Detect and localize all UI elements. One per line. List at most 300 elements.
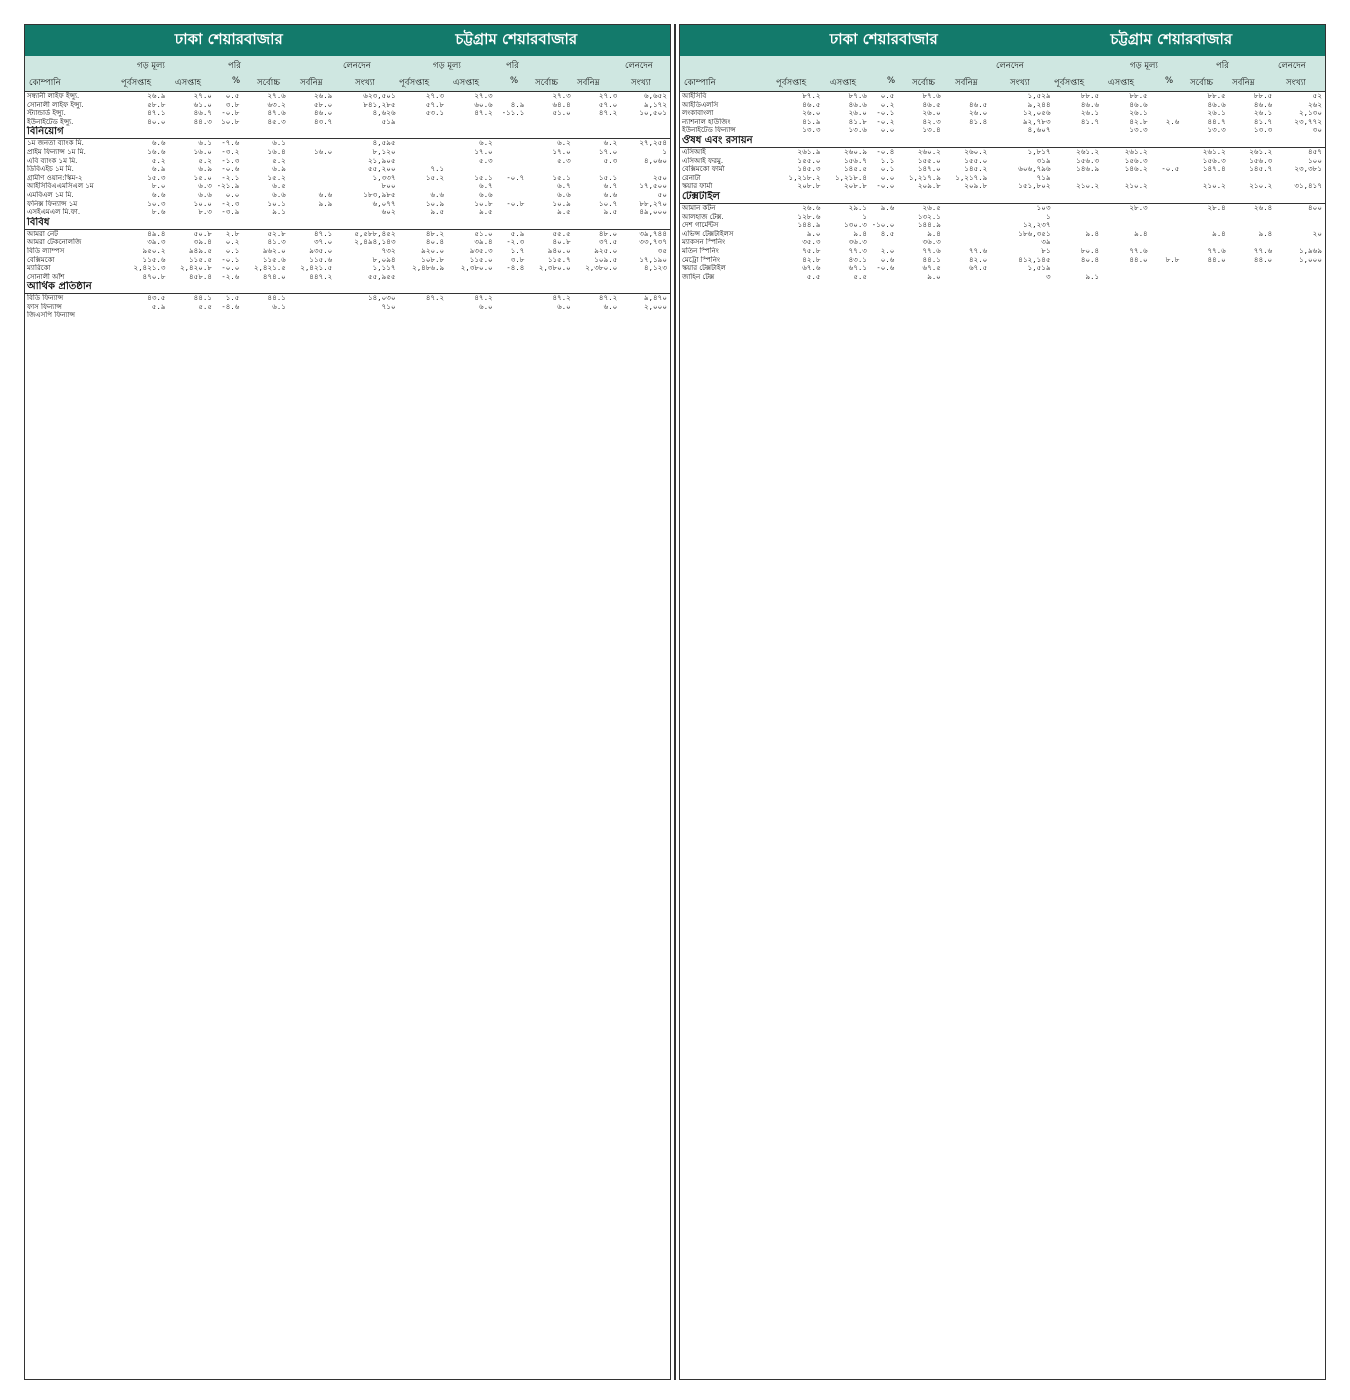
section-title: আর্থিক প্রতিষ্ঠান: [25, 281, 670, 294]
stock-value: ১৫৬.৩: [1249, 156, 1273, 165]
stock-value: ২৬০.২: [964, 147, 988, 156]
stock-value: ১৫.৩: [147, 173, 166, 182]
stock-value: [399, 148, 448, 157]
stock-value: ১১৫.৭: [547, 255, 571, 264]
col-trade: লেনদেন: [343, 61, 371, 71]
stock-value: [496, 92, 528, 101]
stock-value: [289, 165, 335, 174]
stock-value: ৫,৫৮৮,৪৫২: [354, 229, 396, 238]
stock-value: ১৩.৪: [922, 126, 941, 135]
stock-row: [25, 238, 670, 247]
stock-value: ৪৪.১: [193, 293, 212, 303]
stock-value: ১,৫২৯: [1027, 92, 1051, 100]
stock-value: ১১৫.৬: [309, 255, 333, 264]
stock-value: ৪৪.০: [1253, 255, 1273, 264]
stock-value: ২০: [1312, 229, 1322, 238]
stock-row: [25, 273, 670, 282]
col-company: কোম্পানি: [29, 78, 61, 88]
stock-value: ১: [862, 212, 867, 221]
stock-value: ২৩,৭৭২: [1294, 117, 1322, 126]
stock-value: ২৭.৩: [425, 92, 445, 100]
stock-value: ১০০: [1307, 156, 1322, 165]
stock-value: ১১৫.৬: [262, 255, 286, 264]
col-prev: পূর্বসপ্তাহ: [121, 78, 152, 88]
stock-value: ৯,২৪৪: [1027, 100, 1051, 109]
stock-value: ৮,০৯৪: [372, 255, 396, 264]
col-count-r: সংখ্যা: [1010, 78, 1030, 88]
stock-value: ২০৮.৮: [797, 182, 821, 191]
stock-value: [496, 118, 528, 127]
stock-value: ১৫.২: [267, 173, 286, 182]
stock-value: ১.৭: [510, 246, 525, 255]
stock-row: [680, 118, 1325, 127]
stock-value: ৪,৬০৭: [1027, 126, 1051, 135]
right-table: [680, 92, 1325, 281]
stock-value: [1275, 213, 1325, 222]
stock-value: ৫১.০: [552, 109, 571, 118]
stock-value: ৬৭.৬: [802, 264, 821, 273]
stock-value: -০.০: [221, 264, 240, 273]
stock-value: ১৮৩,৯৮৫: [363, 190, 396, 199]
stock-row: [25, 182, 670, 191]
stock-value: ৪৯.৪: [147, 229, 166, 238]
stock-value: ৩৭.৫: [598, 238, 618, 247]
stock-value: -১০.০: [871, 221, 895, 230]
left-header-bar: [25, 25, 670, 56]
stock-value: ৯.১: [1085, 272, 1100, 281]
stock-value: ০.৫: [225, 92, 240, 100]
company-name: লংকাবাংলা: [682, 109, 714, 118]
stock-value: [1151, 182, 1183, 191]
stock-value: ৪১.৪: [968, 117, 988, 126]
stock-value: ৬.৬: [198, 190, 212, 199]
stock-value: ৪৪.৩: [193, 117, 212, 126]
stock-value: ১৭.০: [552, 147, 571, 156]
stock-value: ৪,৫৯৫: [372, 138, 396, 148]
stock-value: ৯৬২.০: [262, 246, 286, 255]
stock-value: ৬৭.৫: [968, 264, 988, 273]
stock-value: ১২,০৫৬: [1022, 109, 1051, 118]
col-pct: %: [232, 76, 241, 86]
col-avg-r: গড় মূল্য: [1130, 61, 1158, 71]
stock-value: [496, 139, 528, 148]
stock-row: [680, 264, 1325, 273]
company-name: এসিআই: [682, 147, 706, 156]
company-name: এবি ব্যাংক ১ম মি.: [27, 156, 78, 165]
stock-value: ৭৩২: [381, 246, 396, 255]
col-pct-r: %: [887, 76, 896, 86]
stock-value: ৯.৯: [318, 199, 333, 208]
stock-value: ৯.৪: [927, 229, 941, 238]
stock-value: ১৬.০: [193, 147, 212, 156]
stock-value: [496, 157, 528, 166]
ctg-title: চট্টগ্রাম শেয়ারবাজার: [455, 30, 578, 48]
stock-value: ৫.৩: [557, 156, 571, 165]
stock-value: [574, 273, 620, 282]
stock-row: [680, 101, 1325, 110]
company-name: ডিবিএইচ ১ম মি.: [27, 165, 74, 174]
stock-value: [1151, 101, 1183, 110]
col-avg-ctg: গড় মূল্য: [433, 61, 461, 71]
col-change-r: পরি: [1216, 61, 1229, 71]
col-change: পরি: [228, 61, 241, 71]
stock-value: ২৭.৩: [552, 92, 571, 100]
stock-value: [1182, 174, 1228, 183]
stock-value: [335, 311, 398, 320]
stock-value: ৯৫০.২: [142, 246, 166, 255]
stock-value: [1229, 174, 1275, 183]
stock-value: ৬৭.৫: [922, 264, 941, 273]
stock-value: -৩.৯: [221, 208, 240, 217]
stock-row: [25, 256, 670, 265]
stock-value: [1151, 230, 1183, 239]
stock-row: [25, 229, 670, 238]
col-count-ctg: সংখ্যা: [631, 78, 651, 88]
stock-value: ৫১৯: [381, 117, 396, 126]
stock-value: ১৪৫.৭: [1249, 165, 1273, 174]
stock-value: ৯.১: [272, 208, 286, 217]
stock-value: ১৫.১: [598, 173, 618, 182]
stock-row: [25, 165, 670, 174]
stock-value: [496, 182, 528, 191]
stock-row: [680, 238, 1325, 247]
stock-row: [25, 139, 670, 148]
stock-value: ৪৭.১: [313, 229, 333, 238]
stock-value: ২০৯.৮: [964, 182, 988, 191]
col-prev-ctg-r: পূর্বসপ্তাহ: [1054, 78, 1085, 88]
stock-value: [289, 294, 335, 303]
stock-value: ৬.১: [198, 138, 212, 148]
stock-value: [1151, 92, 1183, 101]
stock-value: [620, 311, 670, 320]
stock-value: ৪৭.২: [425, 293, 445, 303]
stock-value: ৩৯: [1041, 238, 1051, 247]
company-name: বেক্সিমকো: [27, 255, 55, 264]
stock-value: ৬.১: [272, 302, 286, 311]
stock-value: ৬.৫: [272, 182, 286, 191]
stock-row: [25, 264, 670, 273]
stock-value: ০.৬: [880, 255, 895, 264]
stock-value: -০.১: [221, 255, 240, 264]
stock-value: ৬.০: [479, 302, 493, 311]
stock-value: ১,২১৮.২: [788, 173, 821, 182]
stock-value: [1054, 213, 1103, 222]
stock-value: [1151, 264, 1183, 273]
stock-value: ৭১০: [381, 302, 396, 311]
stock-value: [496, 294, 528, 303]
stock-value: ১০৩: [1036, 203, 1051, 212]
stock-value: ২৮.৪: [1207, 203, 1226, 212]
stock-value: [574, 118, 620, 127]
stock-value: ১২,২৩৭: [1022, 221, 1051, 230]
stock-value: [1229, 213, 1275, 222]
stock-value: ১৫.০: [193, 173, 212, 182]
stock-value: ২৭,২৫৪: [639, 138, 667, 148]
stock-value: ১৫১,৮০২: [1018, 182, 1051, 191]
company-name: মেট্রো স্পিনিং: [682, 255, 720, 264]
col-count-ctg-r: সংখ্যা: [1286, 78, 1306, 88]
stock-value: ৬.০: [603, 302, 618, 311]
stock-value: ৪৬.৬: [1080, 100, 1100, 109]
stock-value: ৫.২: [198, 156, 212, 165]
stock-value: ২,৪২১.৫: [300, 264, 333, 273]
stock-value: [574, 165, 620, 174]
stock-value: ১৭,১৯০: [639, 255, 667, 264]
stock-value: [1151, 147, 1183, 156]
stock-value: [242, 311, 288, 320]
stock-value: -৩.২: [221, 147, 240, 156]
stock-row: [25, 200, 670, 209]
stock-value: ৪৩.১: [848, 255, 867, 264]
stock-value: ১০,৫০১: [639, 109, 667, 118]
stock-value: ৩৯,৭৪৪: [639, 229, 667, 238]
stock-value: ৬.১: [272, 138, 286, 148]
stock-value: ১: [662, 147, 667, 156]
stock-value: ৯.৪: [1134, 229, 1148, 238]
stock-value: ২,৪২১.৫: [253, 264, 286, 273]
company-name: প্রাইম ফিন্যান্স ১ম মি.: [27, 147, 86, 156]
stock-value: ৫.৩: [603, 156, 618, 165]
company-name: ন্যাশনাল হাউজিং: [682, 117, 731, 126]
stock-value: [1229, 238, 1275, 247]
stock-row: [25, 118, 670, 127]
stock-row: [25, 174, 670, 183]
stock-value: ৯,৪৭০: [643, 293, 667, 303]
left-panel: [24, 24, 671, 1380]
stock-value: -০.৪: [876, 147, 895, 156]
stock-value: ৬৪.৪: [552, 100, 571, 109]
stock-value: ৪৬.৬: [848, 100, 867, 109]
stock-value: ৫৫,২০০: [367, 165, 396, 174]
stock-value: ১৫.১: [552, 173, 571, 182]
stock-value: ৮০০: [381, 182, 396, 191]
stock-row: [680, 92, 1325, 101]
stock-value: ২৭.৩: [474, 92, 493, 100]
stock-value: ২৬.১: [1207, 109, 1226, 118]
stock-value: -৪.৬: [221, 302, 240, 311]
stock-value: ০.১: [880, 165, 895, 174]
stock-value: ২৬২: [1307, 100, 1322, 109]
stock-value: ৮৮,২৭০: [639, 199, 667, 208]
stock-value: [1102, 264, 1151, 273]
stock-value: [870, 238, 897, 247]
stock-value: ১৬.০: [313, 147, 333, 156]
stock-value: ৪৫৮.৪: [189, 272, 212, 281]
stock-value: [289, 157, 335, 166]
stock-value: [215, 311, 242, 320]
stock-value: ৪.৫: [880, 229, 895, 238]
center-divider: [671, 24, 679, 1380]
stock-value: ৭৭.৬: [1129, 246, 1148, 255]
stock-value: ৪৭.২: [598, 293, 618, 303]
stock-value: ১৫.১: [474, 173, 493, 182]
stock-value: [1054, 264, 1103, 273]
stock-value: ৬.৬: [479, 190, 493, 199]
stock-row: [680, 221, 1325, 230]
stock-value: ২১০.২: [1202, 182, 1226, 191]
stock-row: [25, 208, 670, 217]
stock-value: [399, 273, 448, 282]
stock-value: [1102, 174, 1151, 183]
stock-value: ৮৪১,২৮৫: [363, 100, 396, 109]
stock-row: [680, 230, 1325, 239]
stock-value: ১৫৫.০: [917, 156, 941, 165]
stock-value: [1275, 264, 1325, 273]
col-low: সর্বনিম্ন: [300, 78, 323, 88]
stock-value: ২,৪২০.৮: [179, 264, 212, 273]
stock-value: ২৬.০: [802, 109, 821, 118]
stock-value: [169, 311, 215, 320]
company-name: এমবিএল ১ম মি.: [27, 190, 74, 199]
stock-value: ৪০.৮: [552, 238, 571, 247]
stock-value: ৪৭৪.০: [262, 272, 286, 281]
stock-value: ৪৬.০: [313, 109, 333, 118]
stock-value: [496, 311, 528, 320]
stock-value: ৬.৯: [151, 165, 166, 174]
dhaka-title-right: ঢাকা শেয়ারবাজার: [829, 30, 938, 48]
stock-row: [25, 101, 670, 110]
stock-value: ৪৭০.৮: [142, 272, 166, 281]
stock-value: ১০.১: [267, 199, 286, 208]
stock-value: ৪৪.১: [267, 293, 286, 303]
stock-value: ৯.৫: [479, 208, 493, 217]
stock-value: ৪.৯: [510, 100, 525, 109]
stock-value: ৩৬.৩: [848, 238, 867, 247]
stock-value: ৮.৮: [1165, 255, 1180, 264]
stock-value: ৪৭.২: [598, 109, 618, 118]
stock-value: ১০.৭: [598, 199, 618, 208]
stock-value: ৪,১২৩: [643, 264, 667, 273]
stock-value: [1182, 213, 1228, 222]
stock-value: [1102, 238, 1151, 247]
stock-value: ১১৫.৫: [189, 255, 212, 264]
right-panel: [679, 24, 1326, 1380]
stock-value: -০.৮: [221, 109, 240, 118]
stock-value: [944, 203, 990, 212]
stock-value: ৭.১: [430, 165, 445, 174]
stock-value: ৫.৫: [853, 272, 867, 281]
stock-row: [680, 109, 1325, 118]
company-name: আইডিএলসি: [682, 100, 719, 109]
stock-value: ১৮৬,৩৫১: [1018, 229, 1051, 238]
stock-value: ৪৭.২: [474, 109, 493, 118]
stock-value: [399, 182, 448, 191]
stock-value: ৫.৯: [151, 302, 166, 311]
stock-value: ১,৮১৭: [1027, 147, 1051, 156]
col-trade-r: লেনদেন: [996, 61, 1024, 71]
stock-value: -২১.৯: [216, 182, 240, 191]
stock-value: ২৬.৬: [802, 203, 821, 212]
stock-value: -২.৬: [221, 272, 240, 281]
stock-value: [1275, 273, 1325, 282]
stock-value: ৪২.০: [968, 255, 988, 264]
company-name: সোনালী আঁশ: [27, 272, 65, 281]
stock-row: [25, 247, 670, 256]
stock-value: ২৬১.২: [1124, 147, 1148, 156]
stock-value: ৮.০: [151, 182, 166, 191]
stock-value: ১০.৯: [425, 199, 445, 208]
stock-value: [1102, 273, 1151, 282]
stock-value: [1151, 221, 1183, 230]
stock-value: ৪৬.৫: [802, 100, 821, 109]
stock-value: [1275, 221, 1325, 230]
stock-value: ১৫৬.৩: [1202, 156, 1226, 165]
stock-value: [447, 273, 496, 282]
stock-value: ২৬.১: [1080, 109, 1100, 118]
section-header: [25, 217, 670, 230]
stock-value: ৪৮.২: [425, 229, 445, 238]
stock-value: ২৬.০: [848, 109, 867, 118]
stock-value: ১৫৬.৩: [1124, 156, 1148, 165]
dhaka-title: ঢাকা শেয়ারবাজার: [174, 30, 283, 48]
stock-value: ১৩.৬: [848, 126, 867, 135]
company-name: আইসিবি: [682, 92, 707, 100]
col-company-r: কোম্পানি: [684, 78, 716, 88]
stock-value: -০.১: [876, 109, 895, 118]
stock-value: ০.০: [880, 173, 895, 182]
col-avg: গড় মূল্য: [137, 61, 165, 71]
col-pct-ctg: %: [510, 76, 519, 86]
stock-value: ৫৭.৮: [425, 100, 445, 109]
stock-value: [1054, 126, 1103, 135]
stock-value: [289, 208, 335, 217]
company-name: আমরা নেট: [27, 229, 58, 238]
stock-value: [1151, 273, 1183, 282]
stock-value: -২.১: [221, 173, 240, 182]
stock-value: ২৬১.২: [1249, 147, 1273, 156]
stock-value: ২০৮.৮: [843, 182, 867, 191]
stock-value: ৪৩.৭: [313, 117, 333, 126]
stock-value: ১০.৩: [147, 199, 166, 208]
stock-value: ১৩.৩: [1129, 126, 1148, 135]
stock-value: -০.২: [876, 117, 895, 126]
stock-value: ১৪৫.৫: [844, 165, 867, 174]
stock-value: ২৬.১: [1253, 109, 1273, 118]
stock-value: ২৬.০: [968, 109, 988, 118]
stock-value: [1182, 264, 1228, 273]
stock-value: ৭৭.৬: [1207, 246, 1226, 255]
stock-value: -০.৬: [221, 165, 240, 174]
stock-value: ৫২.৮: [267, 229, 286, 238]
company-name: ফাস ফিন্যান্স: [27, 302, 62, 311]
stock-value: [1151, 126, 1183, 135]
stock-value: [289, 139, 335, 148]
stock-value: ৭৭.৬: [1253, 246, 1273, 255]
stock-value: ১০.৮: [221, 117, 240, 126]
stock-value: [527, 273, 573, 282]
left-column-headers: [25, 56, 670, 92]
stock-row: [680, 182, 1325, 191]
col-low-r: সর্বনিম্ন: [955, 78, 978, 88]
stock-value: ৩৬.৩: [922, 238, 941, 247]
stock-value: ৫৮.০: [313, 100, 333, 109]
company-name: সন্ধানী লাইফ ইন্স্যু.: [27, 92, 80, 100]
company-name: আইসিবিএএমসিএল ১ম: [27, 182, 94, 191]
stock-row: [680, 174, 1325, 183]
stock-row: [680, 165, 1325, 174]
stock-value: -৭.৬: [221, 138, 240, 148]
stock-value: [1054, 221, 1103, 230]
stock-value: ৫৭.০: [598, 100, 618, 109]
stock-value: ২৬.৯: [147, 92, 166, 100]
stock-value: ২৭.০: [193, 92, 212, 100]
stock-value: [122, 311, 168, 320]
stock-value: ৩: [1045, 272, 1051, 281]
right-header-bar: [680, 25, 1325, 56]
stock-value: ১৪৫.২: [964, 165, 988, 174]
stock-row: [25, 311, 670, 320]
stock-row: [25, 191, 670, 200]
